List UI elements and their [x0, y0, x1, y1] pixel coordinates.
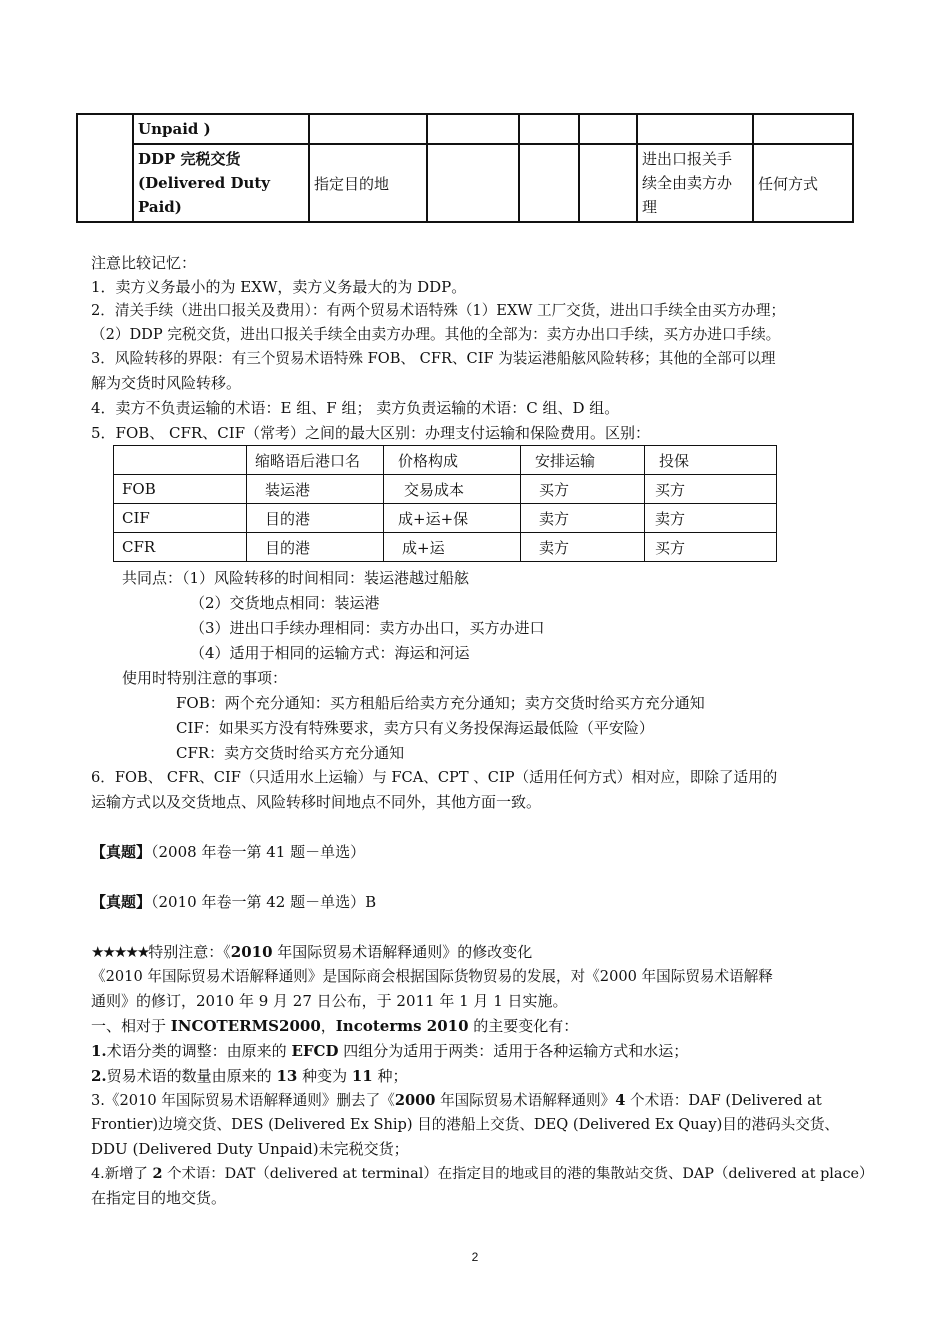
- note-3a: 3．风险转移的界限：有三个贸易术语特殊 FOB、 CFR、CIF 为装运港船舷风险转移；其他的全部可以理: [91, 350, 776, 367]
- exam-2008: 【真题】（2008 年卷一第 41 题－单选）: [91, 843, 366, 861]
- ddp-customs-cell: 进出口报关手 续全由卖方办 理: [637, 144, 753, 222]
- common-2: （2）交货地点相同：装运港: [190, 594, 380, 612]
- notice-heading: 使用时特别注意的事项：: [122, 669, 288, 687]
- header-insurance: 投保: [645, 446, 777, 475]
- change-4b: 在指定目的地交货。: [91, 1189, 227, 1207]
- note-5: 5．FOB、 CFR、CIF（常考）之间的最大区别：办理支付运输和保险费用。区别：: [91, 424, 651, 442]
- notes-heading: 注意比较记忆：: [91, 254, 197, 272]
- intro-a: 《2010 年国际贸易术语解释通则》是国际商会根据国际货物贸易的发展，对《2000 年国际贸易术语解释: [91, 968, 773, 985]
- note-3b: 解为交货时风险转移。: [91, 374, 242, 392]
- change-2: 2.贸易术语的数量由原来的 13 种变为 11 种；: [91, 1067, 408, 1085]
- table-row: CIF 目的港 成+运+保 卖方 卖方: [114, 504, 777, 533]
- note-6b: 运输方式以及交货地点、风险转移时间地点不同外，其他方面一致。: [91, 793, 542, 811]
- exam-2010: 【真题】（2010 年卷一第 42 题－单选）B: [91, 893, 377, 911]
- fob-cif-cfr-table: [113, 445, 777, 562]
- change-3b: Frontier)边境交货、DES (Delivered Ex Ship) 目的港船上交货、DEQ (Delivered Ex Quay)目的港码头交货、: [91, 1116, 840, 1133]
- notice-cfr: CFR：卖方交货时给买方充分通知: [176, 744, 405, 762]
- note-4: 4．卖方不负责运输的术语：E 组、F 组； 卖方负责运输的术语：C 组、D 组。: [91, 399, 620, 417]
- notice-cif: CIF：如果买方没有特殊要求，卖方只有义务投保海运最低险（平安险）: [176, 719, 654, 737]
- change-4a: 4.新增了 2 个术语：DAT（delivered at terminal）在指定目的地或目的港的集散站交货、DAP（delivered at place）: [91, 1165, 874, 1182]
- change-3c: DDU (Delivered Duty Unpaid)未完税交货；: [91, 1140, 409, 1158]
- common-title: 共同点：（1）风险转移的时间相同：装运港越过船舷: [122, 569, 470, 587]
- ddp-term-cell: [133, 144, 309, 222]
- ddp-transport-cell: 任何方式: [753, 144, 853, 222]
- intro-b: 通则》的修订，2010 年 9 月 27 日公布，于 2011 年 1 月 1 日实施。: [91, 992, 568, 1010]
- header-transport: 安排运输: [521, 446, 645, 475]
- notice-fob: FOB：两个充分通知：买方租船后给卖方充分通知；卖方交货时给买方充分通知: [176, 694, 705, 712]
- note-1: 1．卖方义务最小的为 EXW，卖方义务最大的为 DDP。: [91, 278, 467, 296]
- ddu-term-tail: Unpaid ): [133, 114, 309, 144]
- header-price: 价格构成: [384, 446, 521, 475]
- ddp-term-cn: DDP 完税交货: [138, 150, 241, 168]
- note-2b: （2）DDP 完税交货，进出口报关手续全由卖方办理。其他的全部为：卖方办出口手续，买方办进口手续。: [91, 326, 781, 343]
- incoterms-table-fragment: [76, 113, 854, 223]
- header-port: 缩略语后港口名: [247, 446, 384, 475]
- note-6a: 6．FOB、 CFR、CIF（只适用水上运输）与 FCA、CPT 、CIP（适用任何方式）相对应，即除了适用的: [91, 769, 778, 786]
- special-notice: ★★★★★特别注意：《2010 年国际贸易术语解释通则》的修改变化: [91, 943, 533, 961]
- change-1: 1.术语分类的调整：由原来的 EFCD 四组分为适用于两类：适用于各种运输方式和水运；: [91, 1042, 689, 1060]
- note-2a: 2．清关手续（进出口报关及费用）：有两个贸易术语特殊（1）EXW 工厂交货，进出口手续全由买方办理；: [91, 302, 786, 319]
- group-cell: [77, 114, 133, 222]
- common-3: （3）进出口手续办理相同：卖方办出口，买方办进口: [190, 619, 545, 637]
- common-4: （4）适用于相同的运输方式：海运和河运: [190, 644, 470, 662]
- table-row: FOB 装运港 交易成本 买方 买方: [114, 475, 777, 504]
- star-rating-icon: ★★★★★: [91, 943, 149, 961]
- table-row: CFR 目的港 成+运 卖方 买方: [114, 533, 777, 562]
- page-number: 2: [471, 1250, 479, 1264]
- ddp-term-en: (Delivered Duty Paid): [138, 174, 271, 216]
- changes-heading: 一、相对于 INCOTERMS2000，Incoterms 2010 的主要变化有：: [91, 1017, 579, 1035]
- change-3a: 3.《2010 年国际贸易术语解释通则》删去了《2000 年国际贸易术语解释通则》4 个术语：DAF (Delivered at: [91, 1092, 822, 1109]
- ddp-place-cell: 指定目的地: [309, 144, 427, 222]
